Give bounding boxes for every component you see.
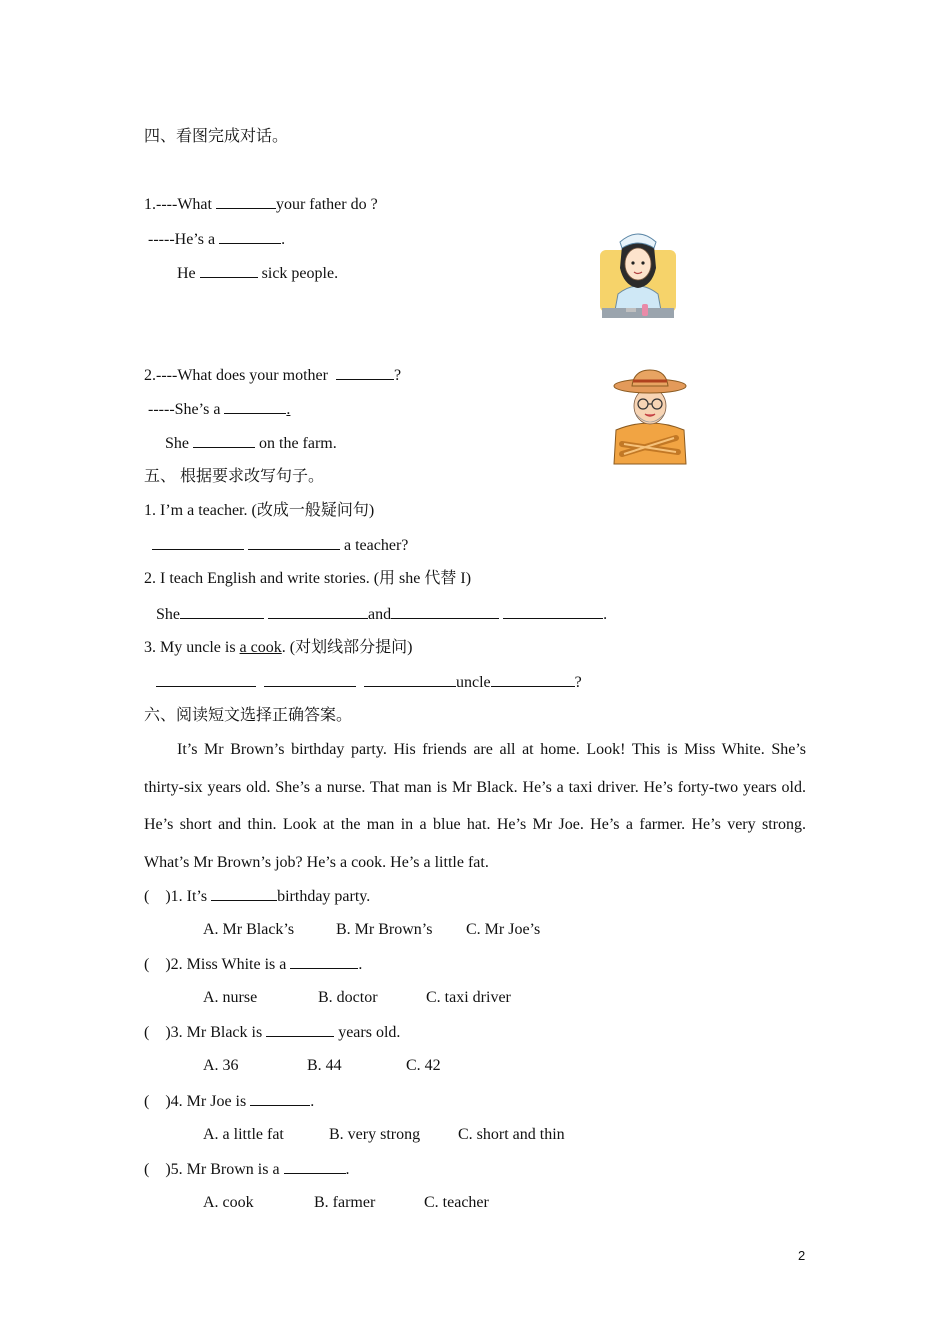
mc-option-2a[interactable]: A. nurse	[203, 989, 258, 1006]
mc-option-5a[interactable]: A. cook	[203, 1194, 254, 1211]
answer-blank[interactable]	[211, 886, 277, 901]
q2-line-2: -----She’s a .	[144, 401, 291, 418]
answer-blank[interactable]	[364, 672, 456, 687]
answer-blank[interactable]	[268, 604, 368, 619]
page-number: 2	[798, 1248, 806, 1263]
answer-blank[interactable]	[200, 263, 258, 278]
section-6-heading: 六、阅读短文选择正确答案。	[144, 707, 353, 724]
nurse-illustration	[596, 224, 680, 322]
mc-question-3: ( )3. Mr Black is years old.	[144, 1024, 401, 1041]
mc-option-2c[interactable]: C. taxi driver	[426, 989, 511, 1006]
rewrite-3-prompt: 3. My uncle is a cook. (对划线部分提问)	[144, 639, 413, 656]
rewrite-2-prompt: 2. I teach English and write stories. (用 she 代替 I)	[144, 570, 472, 587]
rewrite-1-answer: a teacher?	[152, 535, 408, 556]
answer-blank[interactable]	[264, 672, 356, 687]
answer-blank[interactable]	[336, 365, 394, 380]
mc-option-3c[interactable]: C. 42	[406, 1057, 441, 1074]
q1-line-2: -----He’s a .	[144, 231, 286, 248]
mc-option-4a[interactable]: A. a little fat	[203, 1126, 284, 1143]
answer-blank[interactable]	[266, 1022, 334, 1037]
rewrite-1-prompt: 1. I’m a teacher. (改成一般疑问句)	[144, 502, 375, 519]
mc-option-1b[interactable]: B. Mr Brown’s	[336, 921, 433, 938]
mc-option-4c[interactable]: C. short and thin	[458, 1126, 565, 1143]
q1-line-3: He sick people.	[177, 265, 339, 282]
mc-option-5b[interactable]: B. farmer	[314, 1194, 376, 1211]
answer-blank[interactable]	[193, 433, 255, 448]
answer-blank[interactable]	[503, 604, 603, 619]
mc-question-4: ( )4. Mr Joe is .	[144, 1093, 315, 1110]
mc-question-2: ( )2. Miss White is a .	[144, 956, 363, 973]
answer-blank[interactable]	[152, 535, 244, 550]
section-5-heading: 五、 根据要求改写句子。	[144, 468, 325, 485]
q1-line-1: 1.----What your father do ?	[144, 196, 378, 213]
answer-blank[interactable]	[216, 194, 276, 209]
mc-option-3a[interactable]: A. 36	[203, 1057, 239, 1074]
mc-question-1: ( )1. It’s birthday party.	[144, 888, 371, 905]
mc-question-5: ( )5. Mr Brown is a .	[144, 1161, 350, 1178]
mc-option-1c[interactable]: C. Mr Joe’s	[466, 921, 541, 938]
mc-option-5c[interactable]: C. teacher	[424, 1194, 489, 1211]
reading-passage: It’s Mr Brown’s birthday party. His friends are all at home. Look! This is Miss White. She’s thirty-six years old. She’s a nurse. That man is Mr Black. He’s a taxi driver. He’s forty-two years old. He’s short and thin. Look at the man in a blue hat. He’s Mr Joe. He’s a farmer. He’s very strong. What’s Mr Brown’s job? He’s a cook. He’s a little fat.	[144, 741, 806, 871]
answer-blank[interactable]	[224, 399, 286, 414]
answer-blank[interactable]	[290, 954, 358, 969]
answer-blank[interactable]	[250, 1091, 310, 1106]
mc-option-3b[interactable]: B. 44	[307, 1057, 342, 1074]
answer-blank[interactable]	[391, 604, 499, 619]
section-4-heading: 四、看图完成对话。	[144, 128, 289, 145]
answer-blank[interactable]	[248, 535, 340, 550]
answer-blank[interactable]	[284, 1159, 346, 1174]
mc-option-2b[interactable]: B. doctor	[318, 989, 378, 1006]
answer-blank[interactable]	[491, 672, 575, 687]
rewrite-3-answer: uncle ?	[156, 672, 582, 693]
mc-option-4b[interactable]: B. very strong	[329, 1126, 421, 1143]
farmer-illustration	[610, 366, 690, 466]
q2-line-3: She on the farm.	[165, 435, 337, 452]
rewrite-2-answer: She and .	[156, 606, 608, 623]
answer-blank[interactable]	[156, 672, 256, 687]
mc-option-1a[interactable]: A. Mr Black’s	[203, 921, 295, 938]
answer-blank[interactable]	[219, 229, 281, 244]
q2-line-1: 2.----What does your mother ?	[144, 367, 402, 384]
answer-blank[interactable]	[180, 604, 264, 619]
